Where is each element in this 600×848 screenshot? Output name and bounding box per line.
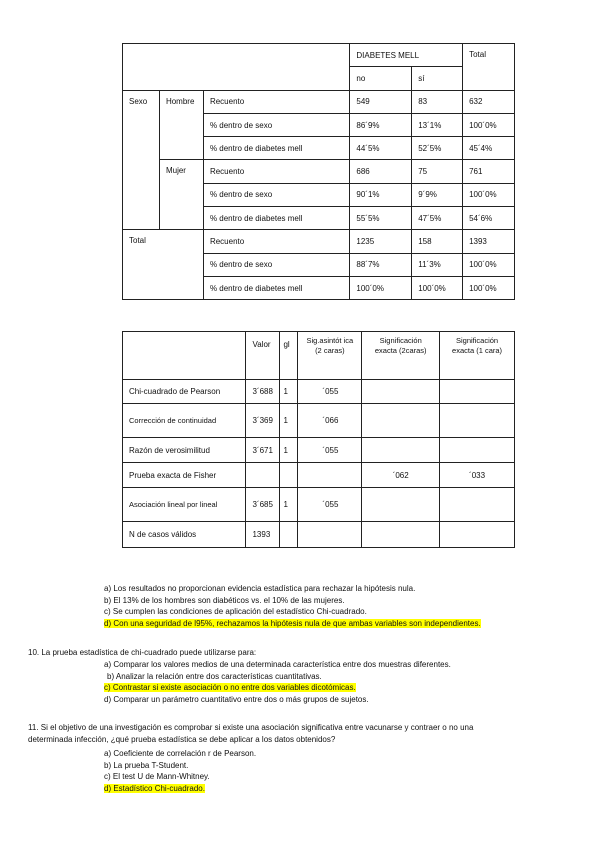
sig-asint-header: Sig.asintót ica (2 caras): [298, 332, 362, 380]
empty-header-cell: [123, 44, 350, 91]
cell-total: 100´0%: [463, 113, 515, 136]
cell-sig-asint: ´055: [298, 488, 362, 522]
cell-sig-exacta-1: [440, 380, 515, 404]
cell-gl: [280, 463, 298, 488]
table-row: [123, 463, 515, 488]
cell-no: 88´7%: [350, 253, 412, 276]
cell-no: 686: [350, 160, 412, 183]
row-label: % dentro de sexo: [203, 253, 349, 276]
cell-valor: [246, 463, 280, 488]
q10-options: [104, 659, 451, 705]
row-label: Recuento: [203, 90, 349, 113]
cell-sig-asint: ´055: [298, 438, 362, 463]
row-label: % dentro de sexo: [203, 183, 349, 206]
q11-question-line1: 11. Si el objetivo de una investigación es comprobar si existe una asociación significativa entre vacunarse y contraer o no una: [28, 723, 474, 732]
q11-option-b: b) La prueba T-Student.: [104, 760, 189, 770]
cell-sig-asint: [298, 463, 362, 488]
cell-sig-exacta-1: [440, 488, 515, 522]
cell-total: 100´0%: [463, 253, 515, 276]
empty-header-cell: [123, 332, 246, 380]
cell-valor: 1393: [246, 522, 280, 548]
cell-no: 549: [350, 90, 412, 113]
row-label: % dentro de diabetes mell: [203, 276, 349, 299]
total-label: Total: [123, 230, 204, 300]
hombre-label: Hombre: [159, 90, 203, 160]
gl-header: gl: [280, 332, 298, 380]
row-label: % dentro de sexo: [203, 113, 349, 136]
cell-sig-exacta-1: [440, 438, 515, 463]
cell-sig-asint: ´066: [298, 404, 362, 438]
q10-option-b: b) Analizar la relación entre dos características cuantitativas.: [107, 671, 322, 681]
cell-no: 100´0%: [350, 276, 412, 299]
row-label: Prueba exacta de Fisher: [123, 463, 246, 488]
cell-total: 54´6%: [463, 207, 515, 230]
cell-gl: 1: [280, 488, 298, 522]
cell-valor: 3´688: [246, 380, 280, 404]
cell-valor: 3´369: [246, 404, 280, 438]
q9-option-a: a) Los resultados no proporcionan evidencia estadística para rechazar la hipótesis nula.: [104, 584, 416, 593]
sig-exacta-1-header: Significación exacta (1 cara): [440, 332, 515, 380]
cell-no: 44´5%: [350, 137, 412, 160]
table-row: [123, 380, 515, 404]
q11-option-c: c) El test U de Mann-Whitney.: [104, 772, 210, 781]
cell-sig-asint: [298, 522, 362, 548]
table-row: [123, 90, 515, 113]
cell-si: 75: [412, 160, 463, 183]
cell-total: 632: [463, 90, 515, 113]
row-label: Recuento: [203, 160, 349, 183]
q9-options: [104, 583, 481, 629]
cell-si: 13´1%: [412, 113, 463, 136]
row-label: Corrección de continuidad: [123, 404, 246, 438]
q11-question-line2: determinada infección, ¿qué prueba estadística se debe aplicar a los datos obtenidos?: [28, 735, 336, 744]
cell-gl: 1: [280, 404, 298, 438]
cell-si: 9´9%: [412, 183, 463, 206]
row-label: Chi-cuadrado de Pearson: [123, 380, 246, 404]
cell-gl: 1: [280, 380, 298, 404]
cell-no: 86´9%: [350, 113, 412, 136]
cell-total: 45´4%: [463, 137, 515, 160]
col-si-header: sí: [412, 67, 463, 90]
cell-gl: [280, 522, 298, 548]
crosstab-table: [122, 43, 515, 300]
cell-si: 100´0%: [412, 276, 463, 299]
cell-valor: 3´685: [246, 488, 280, 522]
cell-sig-asint: ´055: [298, 380, 362, 404]
cell-sig-exacta-1: ´033: [440, 463, 515, 488]
q9-option-b: b) El 13% de los hombres son diabéticos vs. el 10% de las mujeres.: [104, 595, 345, 605]
q10-option-a: a) Comparar los valores medios de una determinada característica entre dos muestras diferentes.: [104, 660, 451, 669]
q11-options: [104, 748, 256, 794]
valor-header: Valor: [246, 332, 280, 380]
cell-no: 55´5%: [350, 207, 412, 230]
cell-sig-exacta-1: [440, 404, 515, 438]
row-label: N de casos válidos: [123, 522, 246, 548]
table-row: [123, 438, 515, 463]
cell-si: 47´5%: [412, 207, 463, 230]
cell-si: 52´5%: [412, 137, 463, 160]
q11-option-a: a) Coeficiente de correlación r de Pearson.: [104, 749, 257, 758]
cell-total: 761: [463, 160, 515, 183]
cell-total: 1393: [463, 230, 515, 253]
q9-option-c: c) Se cumplen las condiciones de aplicación del estadístico Chi-cuadrado.: [104, 607, 367, 616]
table-row: [123, 522, 515, 548]
cell-sig-exacta-2: [362, 522, 440, 548]
cell-sig-exacta-2: [362, 404, 440, 438]
cell-total: 100´0%: [463, 183, 515, 206]
cell-sig-exacta-2: [362, 488, 440, 522]
cell-no: 90´1%: [350, 183, 412, 206]
cell-si: 83: [412, 90, 463, 113]
q11-option-d: d) Estadístico Chi-cuadrado.: [104, 783, 205, 793]
sig-exacta-2-header: Significación exacta (2caras): [362, 332, 440, 380]
q9-option-d: d) Con una seguridad de l95%, rechazamos la hipótesis nula de que ambas variables son independientes.: [104, 618, 481, 628]
cell-sig-exacta-1: [440, 522, 515, 548]
row-label: Asociación lineal por lineal: [123, 488, 246, 522]
q10-question: 10. La prueba estadística de chi-cuadrado puede utilizarse para:: [28, 648, 257, 657]
chi-square-table: [122, 331, 515, 548]
cell-total: 100´0%: [463, 276, 515, 299]
cell-sig-exacta-2: [362, 438, 440, 463]
row-label: % dentro de diabetes mell: [203, 207, 349, 230]
mujer-label: Mujer: [159, 160, 203, 230]
cell-gl: 1: [280, 438, 298, 463]
q10-option-c: c) Contrastar si existe asociación o no entre dos variables dicotómicas.: [104, 683, 356, 692]
total-header: Total: [463, 44, 515, 91]
table-row: [123, 230, 515, 253]
diabetes-header: DIABETES MELL: [350, 44, 463, 67]
sexo-label: Sexo: [123, 90, 160, 230]
q10-option-d: d) Comparar un parámetro cuantitativo entre dos o más grupos de sujetos.: [104, 694, 369, 704]
table-row: [123, 404, 515, 438]
row-label: Razón de verosimilitud: [123, 438, 246, 463]
cell-si: 158: [412, 230, 463, 253]
cell-sig-exacta-2: ´062: [362, 463, 440, 488]
table-row: [123, 488, 515, 522]
table-row: [123, 160, 515, 183]
cell-valor: 3´671: [246, 438, 280, 463]
cell-si: 11´3%: [412, 253, 463, 276]
row-label: Recuento: [203, 230, 349, 253]
row-label: % dentro de diabetes mell: [203, 137, 349, 160]
cell-no: 1235: [350, 230, 412, 253]
col-no-header: no: [350, 67, 412, 90]
cell-sig-exacta-2: [362, 380, 440, 404]
